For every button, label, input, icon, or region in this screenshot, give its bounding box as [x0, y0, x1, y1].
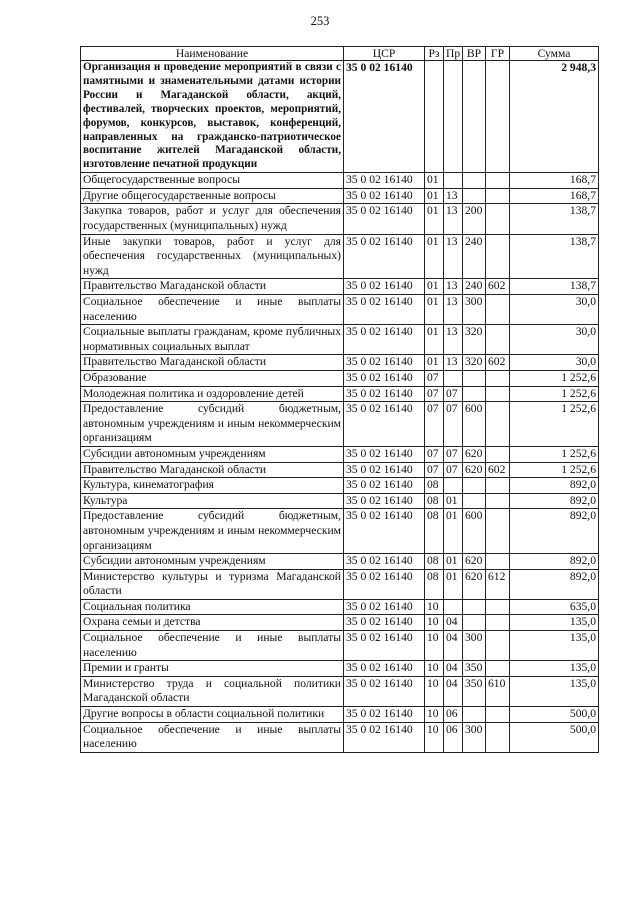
row-vr: 240	[463, 234, 486, 279]
row-rz: 08	[425, 509, 444, 554]
row-csr: 35 0 02 16140	[344, 279, 425, 295]
row-rz: 01	[425, 204, 444, 234]
row-name: Другие общегосударственные вопросы	[81, 188, 344, 204]
row-rz: 10	[425, 707, 444, 723]
row-csr: 35 0 02 16140	[344, 676, 425, 706]
row-csr: 35 0 02 16140	[344, 661, 425, 677]
row-csr: 35 0 02 16140	[344, 569, 425, 599]
row-rz: 08	[425, 569, 444, 599]
row-gr	[486, 61, 510, 173]
row-sum: 135,0	[510, 631, 599, 661]
row-rz: 07	[425, 370, 444, 386]
row-name: Социальное обеспечение и иные выплаты населению	[81, 722, 344, 752]
row-csr: 35 0 02 16140	[344, 722, 425, 752]
row-gr	[486, 173, 510, 189]
row-sum: 30,0	[510, 325, 599, 355]
row-gr: 602	[486, 279, 510, 295]
row-sum: 135,0	[510, 676, 599, 706]
row-rz: 01	[425, 325, 444, 355]
table-header-row	[81, 47, 599, 61]
row-pr: 13	[444, 325, 463, 355]
row-csr: 35 0 02 16140	[344, 204, 425, 234]
row-name: Социальные выплаты гражданам, кроме публичных нормативных социальных выплат	[81, 325, 344, 355]
row-vr	[463, 173, 486, 189]
row-sum: 500,0	[510, 707, 599, 723]
budget-table	[80, 46, 599, 753]
row-gr: 602	[486, 355, 510, 371]
row-gr	[486, 386, 510, 402]
table-row	[81, 478, 599, 494]
row-csr: 35 0 02 16140	[344, 554, 425, 570]
table-row	[81, 325, 599, 355]
header-rz: Рз	[425, 47, 444, 61]
row-name: Общегосударственные вопросы	[81, 173, 344, 189]
row-pr	[444, 478, 463, 494]
row-gr: 610	[486, 676, 510, 706]
row-pr: 13	[444, 355, 463, 371]
header-vr: ВР	[463, 47, 486, 61]
table-row	[81, 462, 599, 478]
row-rz: 10	[425, 722, 444, 752]
row-name: Субсидии автономным учреждениям	[81, 554, 344, 570]
row-rz: 01	[425, 295, 444, 325]
table-row	[81, 661, 599, 677]
row-csr: 35 0 02 16140	[344, 493, 425, 509]
row-sum: 2 948,3	[510, 61, 599, 173]
row-csr: 35 0 02 16140	[344, 173, 425, 189]
row-csr: 35 0 02 16140	[344, 402, 425, 447]
row-name: Предоставление субсидий бюджетным, автономным учреждениям и иным некоммерческим организациям	[81, 402, 344, 447]
row-name: Культура, кинематография	[81, 478, 344, 494]
table-row	[81, 509, 599, 554]
row-pr: 13	[444, 295, 463, 325]
row-rz: 01	[425, 173, 444, 189]
row-csr: 35 0 02 16140	[344, 295, 425, 325]
header-pr: Пр	[444, 47, 463, 61]
header-name: Наименование	[81, 47, 344, 61]
table-row	[81, 676, 599, 706]
row-rz: 01	[425, 188, 444, 204]
row-pr: 07	[444, 446, 463, 462]
row-gr	[486, 661, 510, 677]
table-row	[81, 370, 599, 386]
row-name: Образование	[81, 370, 344, 386]
row-pr: 01	[444, 554, 463, 570]
row-pr	[444, 370, 463, 386]
row-rz: 10	[425, 615, 444, 631]
row-sum: 168,7	[510, 188, 599, 204]
row-vr: 620	[463, 554, 486, 570]
row-pr: 01	[444, 569, 463, 599]
row-gr	[486, 234, 510, 279]
table-row	[81, 599, 599, 615]
row-gr	[486, 204, 510, 234]
row-gr	[486, 599, 510, 615]
row-csr: 35 0 02 16140	[344, 599, 425, 615]
table-row	[81, 173, 599, 189]
table-row	[81, 569, 599, 599]
row-vr	[463, 707, 486, 723]
table-row	[81, 234, 599, 279]
row-pr: 07	[444, 402, 463, 447]
table-row	[81, 707, 599, 723]
row-vr: 300	[463, 295, 486, 325]
row-csr: 35 0 02 16140	[344, 446, 425, 462]
row-sum: 138,7	[510, 234, 599, 279]
table-row	[81, 631, 599, 661]
row-pr: 13	[444, 234, 463, 279]
row-gr: 602	[486, 462, 510, 478]
row-vr: 350	[463, 676, 486, 706]
row-pr: 01	[444, 509, 463, 554]
row-pr	[444, 173, 463, 189]
row-name: Правительство Магаданской области	[81, 462, 344, 478]
row-sum: 1 252,6	[510, 370, 599, 386]
table-row	[81, 295, 599, 325]
header-sum: Сумма	[510, 47, 599, 61]
row-name: Культура	[81, 493, 344, 509]
row-sum: 892,0	[510, 493, 599, 509]
row-csr: 35 0 02 16140	[344, 631, 425, 661]
row-gr	[486, 722, 510, 752]
row-name: Другие вопросы в области социальной политики	[81, 707, 344, 723]
row-gr	[486, 615, 510, 631]
row-name: Правительство Магаданской области	[81, 355, 344, 371]
row-rz: 10	[425, 661, 444, 677]
row-pr	[444, 599, 463, 615]
row-vr: 600	[463, 402, 486, 447]
row-pr: 13	[444, 279, 463, 295]
table-row	[81, 493, 599, 509]
row-sum: 635,0	[510, 599, 599, 615]
row-sum: 135,0	[510, 615, 599, 631]
table-row	[81, 446, 599, 462]
row-csr: 35 0 02 16140	[344, 707, 425, 723]
row-name: Иные закупки товаров, работ и услуг для обеспечения государственных (муниципальных) нужд	[81, 234, 344, 279]
row-pr: 07	[444, 386, 463, 402]
row-name: Закупка товаров, работ и услуг для обеспечения государственных (муниципальных) нужд	[81, 204, 344, 234]
table-row	[81, 722, 599, 752]
row-csr: 35 0 02 16140	[344, 325, 425, 355]
row-sum: 1 252,6	[510, 402, 599, 447]
row-sum: 892,0	[510, 569, 599, 599]
table-row	[81, 204, 599, 234]
row-vr: 300	[463, 631, 486, 661]
row-rz: 07	[425, 462, 444, 478]
table-row	[81, 61, 599, 173]
row-rz: 01	[425, 279, 444, 295]
row-csr: 35 0 02 16140	[344, 355, 425, 371]
row-csr: 35 0 02 16140	[344, 509, 425, 554]
row-gr	[486, 325, 510, 355]
row-csr: 35 0 02 16140	[344, 61, 425, 173]
row-name: Социальное обеспечение и иные выплаты населению	[81, 631, 344, 661]
table-row	[81, 402, 599, 447]
row-pr: 01	[444, 493, 463, 509]
row-vr: 320	[463, 355, 486, 371]
row-vr: 620	[463, 569, 486, 599]
row-rz: 07	[425, 386, 444, 402]
row-name: Социальная политика	[81, 599, 344, 615]
row-vr	[463, 615, 486, 631]
row-vr: 350	[463, 661, 486, 677]
row-vr: 320	[463, 325, 486, 355]
row-rz: 07	[425, 446, 444, 462]
row-rz	[425, 61, 444, 173]
table-row	[81, 615, 599, 631]
row-pr: 04	[444, 615, 463, 631]
row-sum: 138,7	[510, 279, 599, 295]
row-name: Министерство культуры и туризма Магаданской области	[81, 569, 344, 599]
row-sum: 1 252,6	[510, 462, 599, 478]
header-csr: ЦСР	[344, 47, 425, 61]
row-gr	[486, 493, 510, 509]
row-vr	[463, 493, 486, 509]
header-gr: ГР	[486, 47, 510, 61]
table-row	[81, 355, 599, 371]
table-row	[81, 188, 599, 204]
row-vr: 240	[463, 279, 486, 295]
row-rz: 07	[425, 402, 444, 447]
row-rz: 08	[425, 493, 444, 509]
row-name: Премии и гранты	[81, 661, 344, 677]
row-name: Правительство Магаданской области	[81, 279, 344, 295]
row-vr	[463, 188, 486, 204]
table-row	[81, 386, 599, 402]
row-vr	[463, 478, 486, 494]
row-sum: 1 252,6	[510, 386, 599, 402]
row-gr	[486, 554, 510, 570]
row-name: Социальное обеспечение и иные выплаты населению	[81, 295, 344, 325]
row-pr: 07	[444, 462, 463, 478]
row-csr: 35 0 02 16140	[344, 386, 425, 402]
row-pr: 04	[444, 676, 463, 706]
row-sum: 500,0	[510, 722, 599, 752]
row-rz: 08	[425, 554, 444, 570]
row-pr: 04	[444, 661, 463, 677]
row-csr: 35 0 02 16140	[344, 462, 425, 478]
row-pr: 04	[444, 631, 463, 661]
row-sum: 892,0	[510, 554, 599, 570]
row-gr	[486, 402, 510, 447]
row-rz: 01	[425, 234, 444, 279]
row-vr	[463, 386, 486, 402]
row-rz: 10	[425, 676, 444, 706]
row-name: Охрана семьи и детства	[81, 615, 344, 631]
row-gr	[486, 295, 510, 325]
row-sum: 30,0	[510, 295, 599, 325]
row-pr: 06	[444, 722, 463, 752]
row-vr	[463, 370, 486, 386]
row-name: Предоставление субсидий бюджетным, автономным учреждениям и иным некоммерческим организациям	[81, 509, 344, 554]
row-pr: 06	[444, 707, 463, 723]
row-pr	[444, 61, 463, 173]
row-csr: 35 0 02 16140	[344, 188, 425, 204]
row-gr	[486, 478, 510, 494]
row-sum: 892,0	[510, 509, 599, 554]
row-sum: 1 252,6	[510, 446, 599, 462]
row-gr	[486, 631, 510, 661]
row-name: Министерство труда и социальной политики Магаданской области	[81, 676, 344, 706]
row-name: Молодежная политика и оздоровление детей	[81, 386, 344, 402]
row-sum: 168,7	[510, 173, 599, 189]
row-csr: 35 0 02 16140	[344, 234, 425, 279]
row-csr: 35 0 02 16140	[344, 370, 425, 386]
row-rz: 08	[425, 478, 444, 494]
row-csr: 35 0 02 16140	[344, 478, 425, 494]
page-number: 253	[310, 14, 330, 28]
row-vr: 620	[463, 446, 486, 462]
row-csr: 35 0 02 16140	[344, 615, 425, 631]
row-vr: 620	[463, 462, 486, 478]
row-pr: 13	[444, 188, 463, 204]
row-rz: 10	[425, 631, 444, 661]
row-pr: 13	[444, 204, 463, 234]
row-vr	[463, 599, 486, 615]
row-sum: 138,7	[510, 204, 599, 234]
row-name: Организация и проведение мероприятий в связи с памятными и знаменательными датами истории России и Магаданской области, акций, фестивалей, творческих проектов, мероприятий, форумов, конкурсов, выставок, конференций, направленных на гражданско-патриотическое воспитание жителей Магаданской области, изготовление печатной продукции	[81, 61, 344, 173]
row-vr: 300	[463, 722, 486, 752]
row-sum: 892,0	[510, 478, 599, 494]
row-gr	[486, 188, 510, 204]
row-rz: 10	[425, 599, 444, 615]
row-gr	[486, 370, 510, 386]
table-body	[81, 61, 599, 753]
row-gr	[486, 446, 510, 462]
row-sum: 135,0	[510, 661, 599, 677]
row-rz: 01	[425, 355, 444, 371]
row-name: Субсидии автономным учреждениям	[81, 446, 344, 462]
row-sum: 30,0	[510, 355, 599, 371]
row-gr	[486, 707, 510, 723]
row-gr	[486, 509, 510, 554]
row-vr: 200	[463, 204, 486, 234]
table-row	[81, 279, 599, 295]
row-vr	[463, 61, 486, 173]
row-vr: 600	[463, 509, 486, 554]
table-row	[81, 554, 599, 570]
row-gr: 612	[486, 569, 510, 599]
